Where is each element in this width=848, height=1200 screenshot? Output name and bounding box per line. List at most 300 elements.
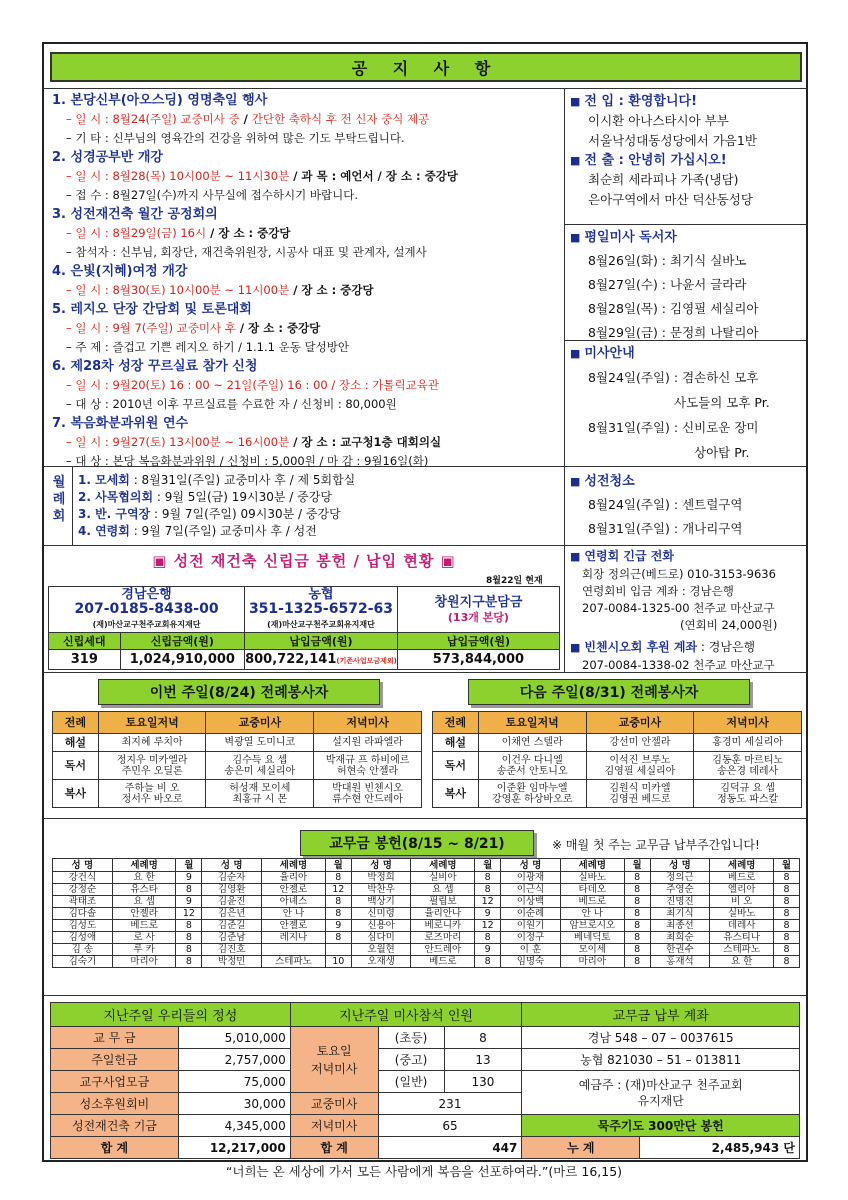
server-name: 이석진 브루노: [609, 754, 671, 766]
servers-header-cell: 토요일저녁: [98, 712, 206, 734]
tithe-cell: 김준남: [202, 932, 262, 944]
tithe-cell: 8: [624, 932, 650, 944]
servers-header-cell: 토요일저녁: [478, 712, 586, 734]
rosary-total: 2,485,943 단: [640, 1137, 800, 1159]
tithe-cell: 이정구: [501, 932, 561, 944]
attendance-count: 130: [444, 1071, 522, 1093]
tithe-row: [53, 896, 800, 908]
this-week-servers-table: [52, 711, 422, 808]
fund-value: 319: [49, 650, 121, 670]
offering-label: 교구사업모금: [51, 1071, 179, 1093]
server-name: 강선미 안젤라: [609, 737, 671, 748]
offering-amount: 2,757,000: [178, 1049, 290, 1071]
notice-title: 5. 레지오 단장 간담회 및 토론대회: [52, 302, 252, 317]
tithe-cell: 심다미: [351, 932, 411, 944]
bank-account: 351-1325-6572-63: [248, 601, 394, 617]
tithe-cell: 9: [176, 896, 202, 908]
contact-heading: 연령회 긴급 전화: [584, 549, 674, 563]
notice-text: – 참석자 : 신부님, 회장단, 재건축위원장, 시공사 대표 및 관계자, 설계사: [66, 245, 427, 259]
tithe-cell: 로즈마리: [411, 932, 475, 944]
transfer-in-heading: 전 입 : 환영합니다!: [584, 94, 698, 109]
tithe-cell: 12: [475, 896, 501, 908]
fund-table: [48, 586, 560, 670]
tithe-cell: 요 한: [112, 872, 176, 884]
tithe-cell: 안드레아: [411, 944, 475, 956]
tithe-cell: 마리아: [112, 956, 176, 968]
notice-line: [52, 281, 560, 300]
attendance-count: 8: [444, 1027, 522, 1049]
tithe-cell: 8: [624, 884, 650, 896]
server-name: 이준환 임마누엘: [496, 782, 568, 794]
tithe-cell: 9: [325, 920, 351, 932]
tithe-cell: 신미령: [351, 908, 411, 920]
notice-line: [52, 319, 560, 338]
offering-amount: 75,000: [178, 1071, 290, 1093]
monthly-item-name: 2. 사목협의회: [78, 490, 154, 504]
notice-text: – 일 시 : 8월28(목) 10시00분 ~ 11시30분: [66, 169, 290, 183]
tithe-cell: 안젤라: [112, 908, 176, 920]
server-name: 이건우 다니엘: [501, 754, 563, 766]
server-name: 벽광열 도미니코: [224, 737, 296, 748]
fund-value: 573,844,000: [397, 650, 559, 670]
servers-cell: [314, 752, 422, 780]
mass-line: 8월31일(주일) : 신비로운 장미: [588, 420, 759, 435]
paid-amount: 800,722,141: [245, 652, 337, 667]
monthly-item-name: 1. 모세회: [78, 473, 130, 487]
reader-line: 8월27일(수) : 나윤서 글라라: [588, 277, 747, 292]
servers-role: 해설: [53, 734, 99, 752]
server-name: 최지혜 루치아: [121, 737, 183, 748]
transfer-in-line: 서울낙성대동성당에서 가음1반: [588, 133, 757, 148]
monthly-item-name: 4. 연령회: [78, 524, 130, 538]
notice-text: / 장 소 : 교구청1층 대회의실: [289, 435, 442, 449]
notice-line: [52, 338, 560, 357]
notice-text: – 일 시 : 8월24(주일) 교중미사 중: [66, 112, 240, 126]
tithe-header-cell: 월: [325, 859, 351, 872]
servers-header-cell: 교중미사: [206, 712, 314, 734]
vincent-bank: : 경남은행: [697, 640, 756, 654]
tithe-row: [53, 908, 800, 920]
notice-item: [52, 301, 560, 357]
tithe-cell: 이상백: [501, 896, 561, 908]
tithe-cell: 10: [325, 956, 351, 968]
tithe-cell: 8: [176, 956, 202, 968]
fund-date: 8월22일 현재: [486, 576, 543, 586]
fund-header: 납입금액(원): [245, 633, 398, 650]
account-holder-line: 유지재단: [637, 1093, 684, 1108]
server-name: 김덕규 요 셉: [720, 782, 775, 794]
tithe-cell: 8: [475, 872, 501, 884]
tithe-cell: 최희순: [650, 932, 710, 944]
bank-account: 207-0185-8438-00: [74, 601, 219, 617]
tithe-cell: 베드로: [710, 872, 774, 884]
account-owner: (재)마산교구천주교회유지재단: [267, 620, 375, 629]
tithe-header-cell: 성 명: [53, 859, 113, 872]
notice-text: – 접 수 : 8월27일(수)까지 사무실에 접수하시기 바랍니다.: [66, 188, 358, 202]
tithe-cell: 김윤진: [202, 896, 262, 908]
tithe-cell: 실바노: [560, 872, 624, 884]
tithe-cell: 율리안나: [411, 908, 475, 920]
tithe-header-cell: 성 명: [202, 859, 262, 872]
bank-name: 농협: [308, 587, 334, 602]
tithe-cell: 8: [774, 944, 800, 956]
notice-text: – 일 시 : 9월20(토) 16 : 00 ~ 21일(주일) 16 : 00 / 장소 : 가톨릭교육관: [66, 378, 439, 392]
tithe-cell: 타데오: [560, 884, 624, 896]
tithe-cell: 이순례: [501, 908, 561, 920]
tithe-cell: 8: [624, 908, 650, 920]
tithe-cell: 정의근: [650, 872, 710, 884]
divider: [43, 995, 807, 996]
tithe-cell: 8: [774, 956, 800, 968]
tithe-table: [52, 858, 800, 968]
tithe-header-cell: 세례명: [411, 859, 475, 872]
tithe-cell: 12: [176, 908, 202, 920]
rosary-total-label: 누 계: [522, 1137, 640, 1159]
monthly-item: [78, 489, 355, 506]
tithe-cell: 베드로: [560, 896, 624, 908]
server-name: 허성재 모이세: [229, 782, 291, 794]
tithe-row: [53, 944, 800, 956]
notice-line: [52, 243, 560, 262]
notice-text: – 주 제 : 즐겁고 기쁜 레지오 하기 / 1.1.1 운동 달성방안: [66, 340, 349, 354]
tithe-cell: 엘리아: [710, 884, 774, 896]
tithe-cell: 김준길: [202, 920, 262, 932]
transfer-out-line: 은아구역에서 마산 덕산동성당: [588, 192, 753, 207]
tithe-header-cell: 세례명: [262, 859, 326, 872]
reader-line: 8월26일(화) : 최기식 실바노: [588, 253, 747, 268]
tithe-cell: 8: [325, 896, 351, 908]
monthly-item: [78, 523, 355, 540]
page-title: 공 지 사 항: [50, 52, 802, 82]
tithe-header-cell: 월: [176, 859, 202, 872]
contact-section: [570, 547, 798, 674]
tithe-cell: 김순자: [202, 872, 262, 884]
tithe-cell: 비 오: [710, 896, 774, 908]
server-name: 김영필 세실리아: [604, 765, 676, 777]
vincent-account: 207-0084-1338-02 천주교 마산교구: [582, 658, 775, 672]
servers-cell: [694, 780, 802, 808]
tithe-note: ※ 매월 첫 주는 교무금 납부주간입니다!: [552, 838, 760, 852]
contact-line: 207-0084-1325-00 천주교 마산교구: [582, 601, 775, 615]
servers-cell: [586, 780, 694, 808]
divider: [43, 88, 807, 89]
tithe-cell: 8: [176, 920, 202, 932]
cleaning-heading: 성전청소: [584, 474, 635, 489]
transfer-out-line: 최순희 세라피나 가족(냉담): [588, 172, 739, 187]
tithe-cell: 이광재: [501, 872, 561, 884]
changwon-label: 창원지구분담금: [434, 594, 523, 610]
tithe-cell: 김영환: [202, 884, 262, 896]
servers-cell: [478, 752, 586, 780]
notice-title: 2. 성경공부반 개강: [52, 150, 163, 165]
server-name: 김동훈 마르티노: [712, 754, 784, 766]
transfer-out-heading: 전 출 : 안녕히 가십시오!: [584, 153, 727, 168]
server-name: 정동도 파스칼: [717, 793, 779, 805]
servers-cell: [314, 780, 422, 808]
servers-cell: [206, 752, 314, 780]
cleaning-section: [570, 472, 798, 541]
servers-cell: [98, 752, 206, 780]
servers-role: 해설: [433, 734, 479, 752]
tithe-cell: 8: [475, 956, 501, 968]
attendance-category: (중고): [378, 1049, 444, 1071]
changwon-sub: (13개 본당): [447, 610, 509, 624]
tithe-cell: 실바노: [710, 908, 774, 920]
notice-text: /: [239, 112, 252, 126]
tithe-cell: 9: [475, 944, 501, 956]
servers-cell: [206, 780, 314, 808]
mass-line: 상아탑 Pr.: [694, 445, 750, 460]
tithe-row: [53, 872, 800, 884]
server-name: 최홍규 시 몬: [232, 793, 288, 805]
server-name: 주민우 오딜론: [121, 765, 183, 777]
servers-header-cell: 저녁미사: [314, 712, 422, 734]
tithe-row: [53, 956, 800, 968]
server-name: 허현숙 안젤라: [337, 765, 399, 777]
tithe-row: [53, 920, 800, 932]
servers-row: [53, 734, 422, 752]
tithe-cell: 8: [774, 872, 800, 884]
server-name: 송준서 안토니오: [496, 765, 568, 777]
notice-text: 간단한 축하식 후 전 신자 중식 제공: [251, 112, 430, 126]
tithe-cell: 8: [774, 884, 800, 896]
tithe-cell: 신용아: [351, 920, 411, 932]
monthly-item-detail: : 9월 5일(금) 19시30분 / 중강당: [153, 490, 332, 504]
tithe-cell: 진명진: [650, 896, 710, 908]
server-name: 정서우 바오로: [121, 793, 183, 805]
cleaning-line: 8월24일(주일) : 센트럴구역: [588, 497, 743, 512]
account-holder-line: 예금주 : (재)마산교구 천주교회: [578, 1077, 743, 1092]
tithe-cell: 요 셉: [112, 896, 176, 908]
tithe-cell: 아녜스: [262, 896, 326, 908]
tithe-cell: 레지나: [262, 932, 326, 944]
monthly-item-detail: : 9월 7일(주일) 교중미사 후 / 성전: [129, 524, 317, 538]
servers-header-row: [433, 712, 802, 734]
servers-row: [53, 780, 422, 808]
server-name: 주하늘 비 오: [124, 782, 180, 794]
tithe-cell: 9: [475, 908, 501, 920]
server-name: 홍경미 세실리아: [712, 737, 784, 748]
servers-cell: [478, 780, 586, 808]
tithe-cell: 김은년: [202, 908, 262, 920]
tithe-cell: 주영순: [650, 884, 710, 896]
notice-text: – 대 상 : 본당 복음화분과위원 / 신청비 : 5,000원 / 마 감 : 9월16일(화): [66, 454, 429, 468]
tithe-cell: 김성도: [53, 920, 113, 932]
servers-role: 독서: [433, 752, 479, 780]
tithe-cell: 8: [325, 908, 351, 920]
tithe-cell: 베드로: [112, 920, 176, 932]
attendance-count: 13: [444, 1049, 522, 1071]
tithe-cell: 유스티나: [710, 932, 774, 944]
tithe-cell: 8: [624, 872, 650, 884]
tithe-cell: 암브로시오: [560, 920, 624, 932]
tithe-cell: 스테파노: [710, 944, 774, 956]
square-bullet-icon: ■: [570, 154, 581, 167]
offering-header: 지난주일 우리들의 정성: [51, 1003, 291, 1027]
offering-amount: 30,000: [178, 1093, 290, 1115]
tithe-cell: 8: [475, 884, 501, 896]
tithe-cell: 이원기: [501, 920, 561, 932]
footer-quote: “너희는 온 세상에 가서 모든 사람에게 복음을 선포하여라.”(마르 16,15): [225, 1164, 623, 1179]
tithe-cell: 박정희: [351, 872, 411, 884]
tithe-cell: 박정민: [202, 956, 262, 968]
notice-line: [52, 186, 560, 205]
tithe-cell: [325, 944, 351, 956]
notice-text: / 장 소 : 중강당: [289, 283, 374, 297]
tithe-cell: 안젤로: [262, 920, 326, 932]
divider: [43, 545, 565, 546]
notice-item: [52, 415, 560, 471]
tithe-cell: 김성애: [53, 932, 113, 944]
servers-cell: [206, 734, 314, 752]
tithe-header-cell: 성 명: [650, 859, 710, 872]
transfer-section: [570, 92, 798, 210]
server-name: 강영훈 하상바오로: [491, 793, 573, 805]
offering-total-label: 합 계: [51, 1137, 179, 1159]
tithe-cell: 오재생: [351, 956, 411, 968]
tithe-cell: 최기식: [650, 908, 710, 920]
tithe-cell: 안 나: [262, 908, 326, 920]
offering-label: 성전재건축 기금: [51, 1115, 179, 1137]
tithe-title: 교무금 봉헌(8/15 ~ 8/21): [300, 830, 534, 856]
tithe-cell: 8: [774, 920, 800, 932]
notice-line: [52, 224, 560, 243]
tithe-cell: 8: [774, 932, 800, 944]
tithe-row: [53, 884, 800, 896]
tithe-cell: 김진호: [202, 944, 262, 956]
notice-line: [52, 452, 560, 471]
notice-line: [52, 395, 560, 414]
tithe-cell: 8: [774, 896, 800, 908]
attendance-total-label: 합 계: [290, 1137, 378, 1159]
servers-cell: [98, 734, 206, 752]
tithe-cell: 홍재석: [650, 956, 710, 968]
servers-row: [433, 752, 802, 780]
tithe-cell: 스테파노: [262, 956, 326, 968]
servers-row: [53, 752, 422, 780]
tithe-cell: 8: [176, 932, 202, 944]
tithe-cell: 베네딕토: [560, 932, 624, 944]
offering-amount: 4,345,000: [178, 1115, 290, 1137]
notice-item: [52, 149, 560, 205]
tithe-cell: 8: [176, 944, 202, 956]
server-name: 설지원 라파엘라: [332, 737, 403, 748]
offering-total: 12,217,000: [178, 1137, 290, 1159]
fund-bank-2: [245, 587, 398, 633]
tithe-cell: 8: [475, 932, 501, 944]
server-name: 송은경 데레사: [717, 765, 779, 777]
offering-label: 교 무 금: [51, 1027, 179, 1049]
attendance-header: 지난주일 미사참석 인원: [290, 1003, 522, 1027]
notice-text: – 일 시 : 9월27(토) 13시00분 ~ 16시00분: [66, 435, 290, 449]
notice-title: 1. 본당신부(아오스딩) 영명축일 행사: [52, 93, 268, 108]
notice-text: – 기 타 : 신부님의 영육간의 건강을 위하여 많은 기도 부탁드립니다.: [66, 131, 405, 145]
attendance-total: 447: [378, 1137, 522, 1159]
tithe-cell: 요 한: [710, 956, 774, 968]
divider: [43, 818, 807, 819]
attendance-category: (일반): [378, 1071, 444, 1093]
servers-cell: [586, 752, 694, 780]
tithe-cell: 백상기: [351, 896, 411, 908]
square-bullet-icon: ■: [570, 475, 581, 488]
mass-line: 8월24일(주일) : 겸손하신 모후: [588, 370, 759, 385]
server-name: 송은미 세실리아: [224, 765, 296, 777]
account-holder: [522, 1071, 800, 1115]
servers-cell: [586, 734, 694, 752]
tithe-cell: 최종선: [650, 920, 710, 932]
tithe-cell: 모이세: [560, 944, 624, 956]
tithe-header-cell: 월: [475, 859, 501, 872]
notice-text: – 대 상 : 2010년 이후 꾸르실료를 수료한 자 / 신청비 : 80,000원: [66, 397, 397, 411]
mass-line: 사도들의 모후 Pr.: [674, 395, 770, 410]
tithe-cell: 곽태조: [53, 896, 113, 908]
monthly-item-name: 3. 반. 구역장: [78, 507, 151, 521]
tithe-cell: 박찬우: [351, 884, 411, 896]
paid-note: (기존사업모금제외): [336, 657, 397, 665]
tithe-cell: 요 셉: [411, 884, 475, 896]
notice-text: / 과 목 : 예언서 / 장 소 : 중강당: [289, 169, 458, 183]
server-name: 박대원 빈첸시오: [332, 782, 403, 794]
offering-label: 주일헌금: [51, 1049, 179, 1071]
weekday-readers-section: [570, 228, 798, 345]
saturday-mass-label: 토요일 저녁미사: [290, 1027, 378, 1093]
divider: [564, 545, 807, 546]
tithe-row: [53, 932, 800, 944]
tithe-cell: 강건식: [53, 872, 113, 884]
fund-value: [245, 650, 398, 670]
notice-line: [52, 129, 560, 148]
fund-header: 신립금액(원): [120, 633, 244, 650]
servers-cell: [694, 734, 802, 752]
servers-row: [433, 734, 802, 752]
servers-cell: [694, 752, 802, 780]
contact-line: 회장 정의근(베드로) 010-3153-9636: [582, 567, 776, 581]
tithe-cell: 8: [624, 920, 650, 932]
notice-text: – 일 시 : 9월 7(주일) 교중미사 후: [66, 321, 236, 335]
tithe-cell: 안젤로: [262, 884, 326, 896]
tithe-cell: 율리아: [262, 872, 326, 884]
servers-cell: [314, 734, 422, 752]
tithe-header-cell: 세례명: [560, 859, 624, 872]
monthly-item: [78, 472, 355, 489]
tithe-cell: 한권수: [650, 944, 710, 956]
mass-info-section: [570, 344, 798, 465]
rosary-title: 묵주기도 300만단 봉헌: [522, 1115, 800, 1137]
notice-line: [52, 376, 560, 395]
tithe-cell: 8: [624, 944, 650, 956]
notice-item: [52, 92, 560, 148]
servers-role: 복사: [433, 780, 479, 808]
tithe-cell: 안 나: [560, 908, 624, 920]
server-name: 정지우 미카엘라: [116, 754, 188, 766]
tithe-cell: 로 사: [112, 932, 176, 944]
this-week-servers-title: 이번 주일(8/24) 전례봉사자: [98, 679, 380, 705]
square-bullet-icon: ■: [570, 95, 581, 108]
tithe-cell: 8: [325, 872, 351, 884]
tithe-account: 경남 548 – 07 – 0037615: [522, 1027, 800, 1049]
tithe-cell: 마리아: [560, 956, 624, 968]
notice-item: [52, 206, 560, 262]
notice-title: 3. 성전재건축 월간 공정회의: [52, 207, 218, 222]
offering-label: 성소후원회비: [51, 1093, 179, 1115]
mass-heading: 미사안내: [584, 346, 635, 361]
server-name: 박재규 프 하비에르: [325, 754, 410, 766]
tithe-cell: 베로니카: [411, 920, 475, 932]
notice-list: [52, 92, 560, 472]
servers-cell: [98, 780, 206, 808]
tithe-cell: 이 훈: [501, 944, 561, 956]
tithe-header-cell: 세례명: [710, 859, 774, 872]
